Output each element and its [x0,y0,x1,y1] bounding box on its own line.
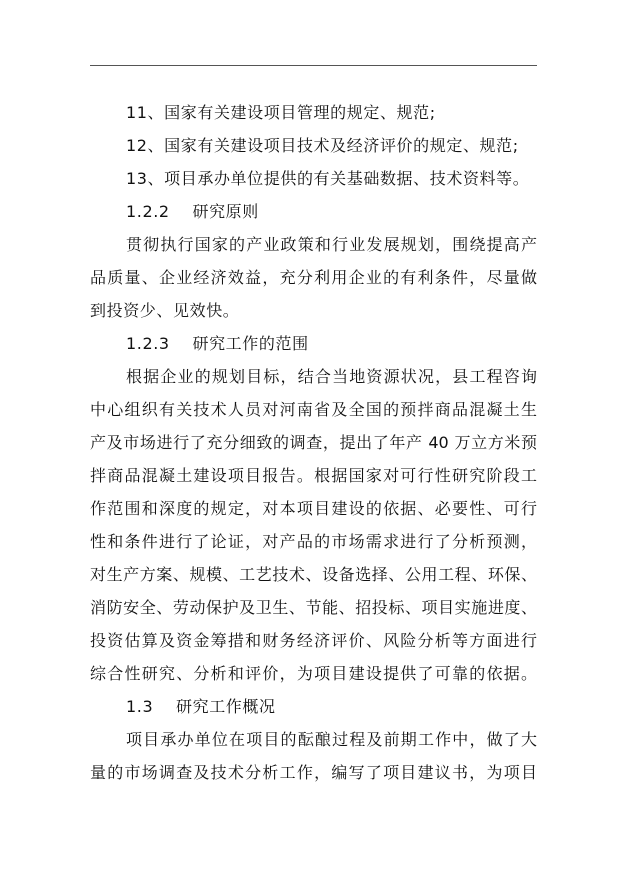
section-number: 1.3 [126,697,154,716]
list-item: 12、国家有关建设项目技术及经济评价的规定、规范; [126,136,519,155]
paragraph-line: 到投资少、见效快。 [90,301,240,320]
paragraph-line: 贯彻执行国家的产业政策和行业发展规划，围绕提高产 [126,235,537,254]
paragraph-line: 品质量、企业经济效益，充分利用企业的有利条件，尽量做 [90,268,537,287]
section-title: 研究原则 [192,202,259,221]
list-item: 13、项目承办单位提供的有关基础数据、技术资料等。 [126,169,530,188]
paragraph-line: 综合性研究、分析和评价，为项目建设提供了可靠的依据。 [90,664,537,683]
paragraph-line: 性和条件进行了论证，对产品的市场需求进行了分析预测， [90,532,537,551]
document-body [90,96,537,789]
paragraph-line: 中心组织有关技术人员对河南省及全国的预拌商品混凝土生 [90,400,537,419]
section-heading-1-2-2 [90,195,537,228]
section-heading-1-3 [90,690,537,723]
paragraph-line: 对生产方案、规模、工艺技术、设备选择、公用工程、环保、 [90,565,537,584]
section-title: 研究工作概况 [176,697,276,716]
list-item: 11、国家有关建设项目管理的规定、规范; [126,103,436,122]
paragraph-line: 投资估算及资金筹措和财务经济评价、风险分析等方面进行 [90,631,537,650]
header-rule [90,65,537,66]
section-heading-1-2-3 [90,327,537,360]
section-number: 1.2.2 [126,202,170,221]
section-number: 1.2.3 [126,334,170,353]
paragraph-line: 产及市场进行了充分细致的调查，提出了年产 40 万立方米预 [90,433,537,452]
paragraph-line: 消防安全、劳动保护及卫生、节能、招投标、项目实施进度、 [90,598,537,617]
paragraph-line: 项目承办单位在项目的酝酿过程及前期工作中，做了大 [126,730,537,749]
paragraph-line: 拌商品混凝土建设项目报告。根据国家对可行性研究阶段工 [90,466,537,485]
paragraph-line: 根据企业的规划目标，结合当地资源状况，县工程咨询 [126,367,537,386]
section-title: 研究工作的范围 [192,334,309,353]
paragraph-line: 量的市场调查及技术分析工作，编写了项目建议书，为项目 [90,763,537,782]
paragraph-line: 作范围和深度的规定，对本项目建设的依据、必要性、可行 [90,499,537,518]
